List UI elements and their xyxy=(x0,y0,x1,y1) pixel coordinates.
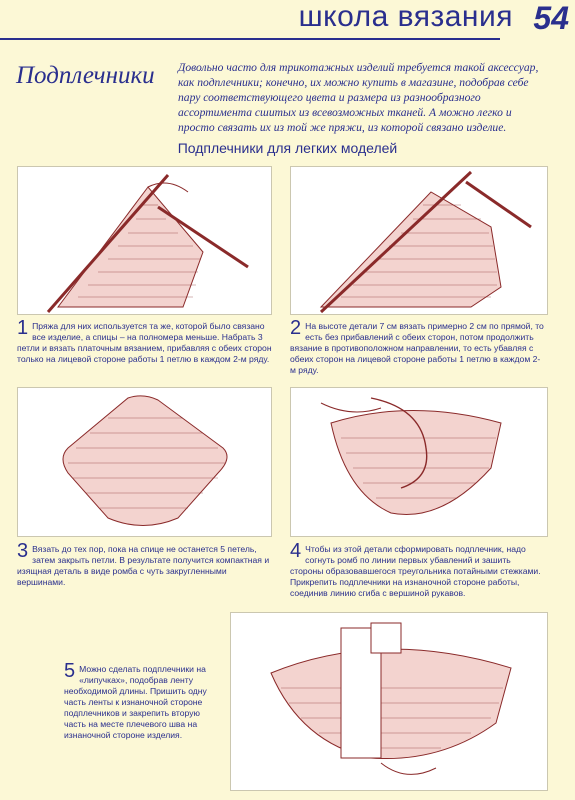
step-1 xyxy=(17,317,272,365)
folded-pad-illustration xyxy=(291,388,547,536)
step-3-text: Вязать до тех пор, пока на спице не останется 5 петель, затем закрыть петли. В результате получится компактная и изящная деталь в виде ромба с чуть закругленными вершинами. xyxy=(17,544,270,587)
step-5-number: 5 xyxy=(64,660,76,682)
intro-paragraph: Довольно часто для трикотажных изделий требуется такой аксессуар, как подплечники; конечно, их можно купить в магазине, подобрав себе пару соответствующего цвета и размера из разнообразного ассортимента сшитых из всевозможных тканей. А можно легко и просто связать их из той же пряжи, из которой связано изделие. xyxy=(178,61,539,134)
velcro-pad-illustration xyxy=(231,613,547,790)
step-5 xyxy=(64,660,219,741)
step-4-number: 4 xyxy=(290,540,302,562)
step-2 xyxy=(290,317,546,376)
step-2-number: 2 xyxy=(290,317,302,339)
page-header xyxy=(0,0,575,48)
page-number: 54 xyxy=(533,0,569,36)
step-1-number: 1 xyxy=(17,317,29,339)
step-4-text: Чтобы из этой детали сформировать подплечник, надо согнуть ромб по линии первых убавлений и зашить стороны образовавшегося треугольника потайными стежками. Прикрепить подплечники на изнаночной стороне работы, соединив линию сгиба с вершиной рукавов. xyxy=(290,544,541,598)
subheading: Подплечники для легких моделей xyxy=(177,140,398,156)
header-title: школа вязания xyxy=(298,0,513,33)
illustration-step-1 xyxy=(17,166,272,315)
illustration-step-2 xyxy=(290,166,548,315)
step-3-number: 3 xyxy=(17,540,29,562)
knitting-middle-illustration xyxy=(291,167,547,314)
rhombus-illustration xyxy=(18,388,271,536)
illustration-step-3 xyxy=(17,387,272,537)
step-3 xyxy=(17,540,272,588)
step-5-text: Можно сделать подплечники на «липучках», подобрав ленту необходимой длины. Пришить одну часть ленты к изнаночной стороне подплечников и закрепить вторую часть на месте плечевого шва на изнаночной стороне изделия. xyxy=(64,664,207,740)
knitting-start-illustration xyxy=(18,167,271,314)
illustration-step-5 xyxy=(230,612,548,791)
step-2-text: На высоте детали 7 см вязать примерно 2 см по прямой, то есть без прибавлений с обеих сторон, потом продолжить вязание в противоположном направлении, то есть убавляя с обеих сторон на лицевой стороне работы 1 петлю в каждом 2-м ряду. xyxy=(290,321,544,375)
step-1-text: Пряжа для них используется та же, которой было связано все изделие, а спицы – на полномера меньше. Набрать 3 петли и вязать платочным вязанием, прибавляя с обеих сторон только на лицевой стороне работы 1 петлю в каждом 2-м ряду. xyxy=(17,321,272,364)
section-title: Подплечники xyxy=(16,62,155,89)
step-4 xyxy=(290,540,546,599)
illustration-step-4 xyxy=(290,387,548,537)
header-rule xyxy=(0,38,500,40)
